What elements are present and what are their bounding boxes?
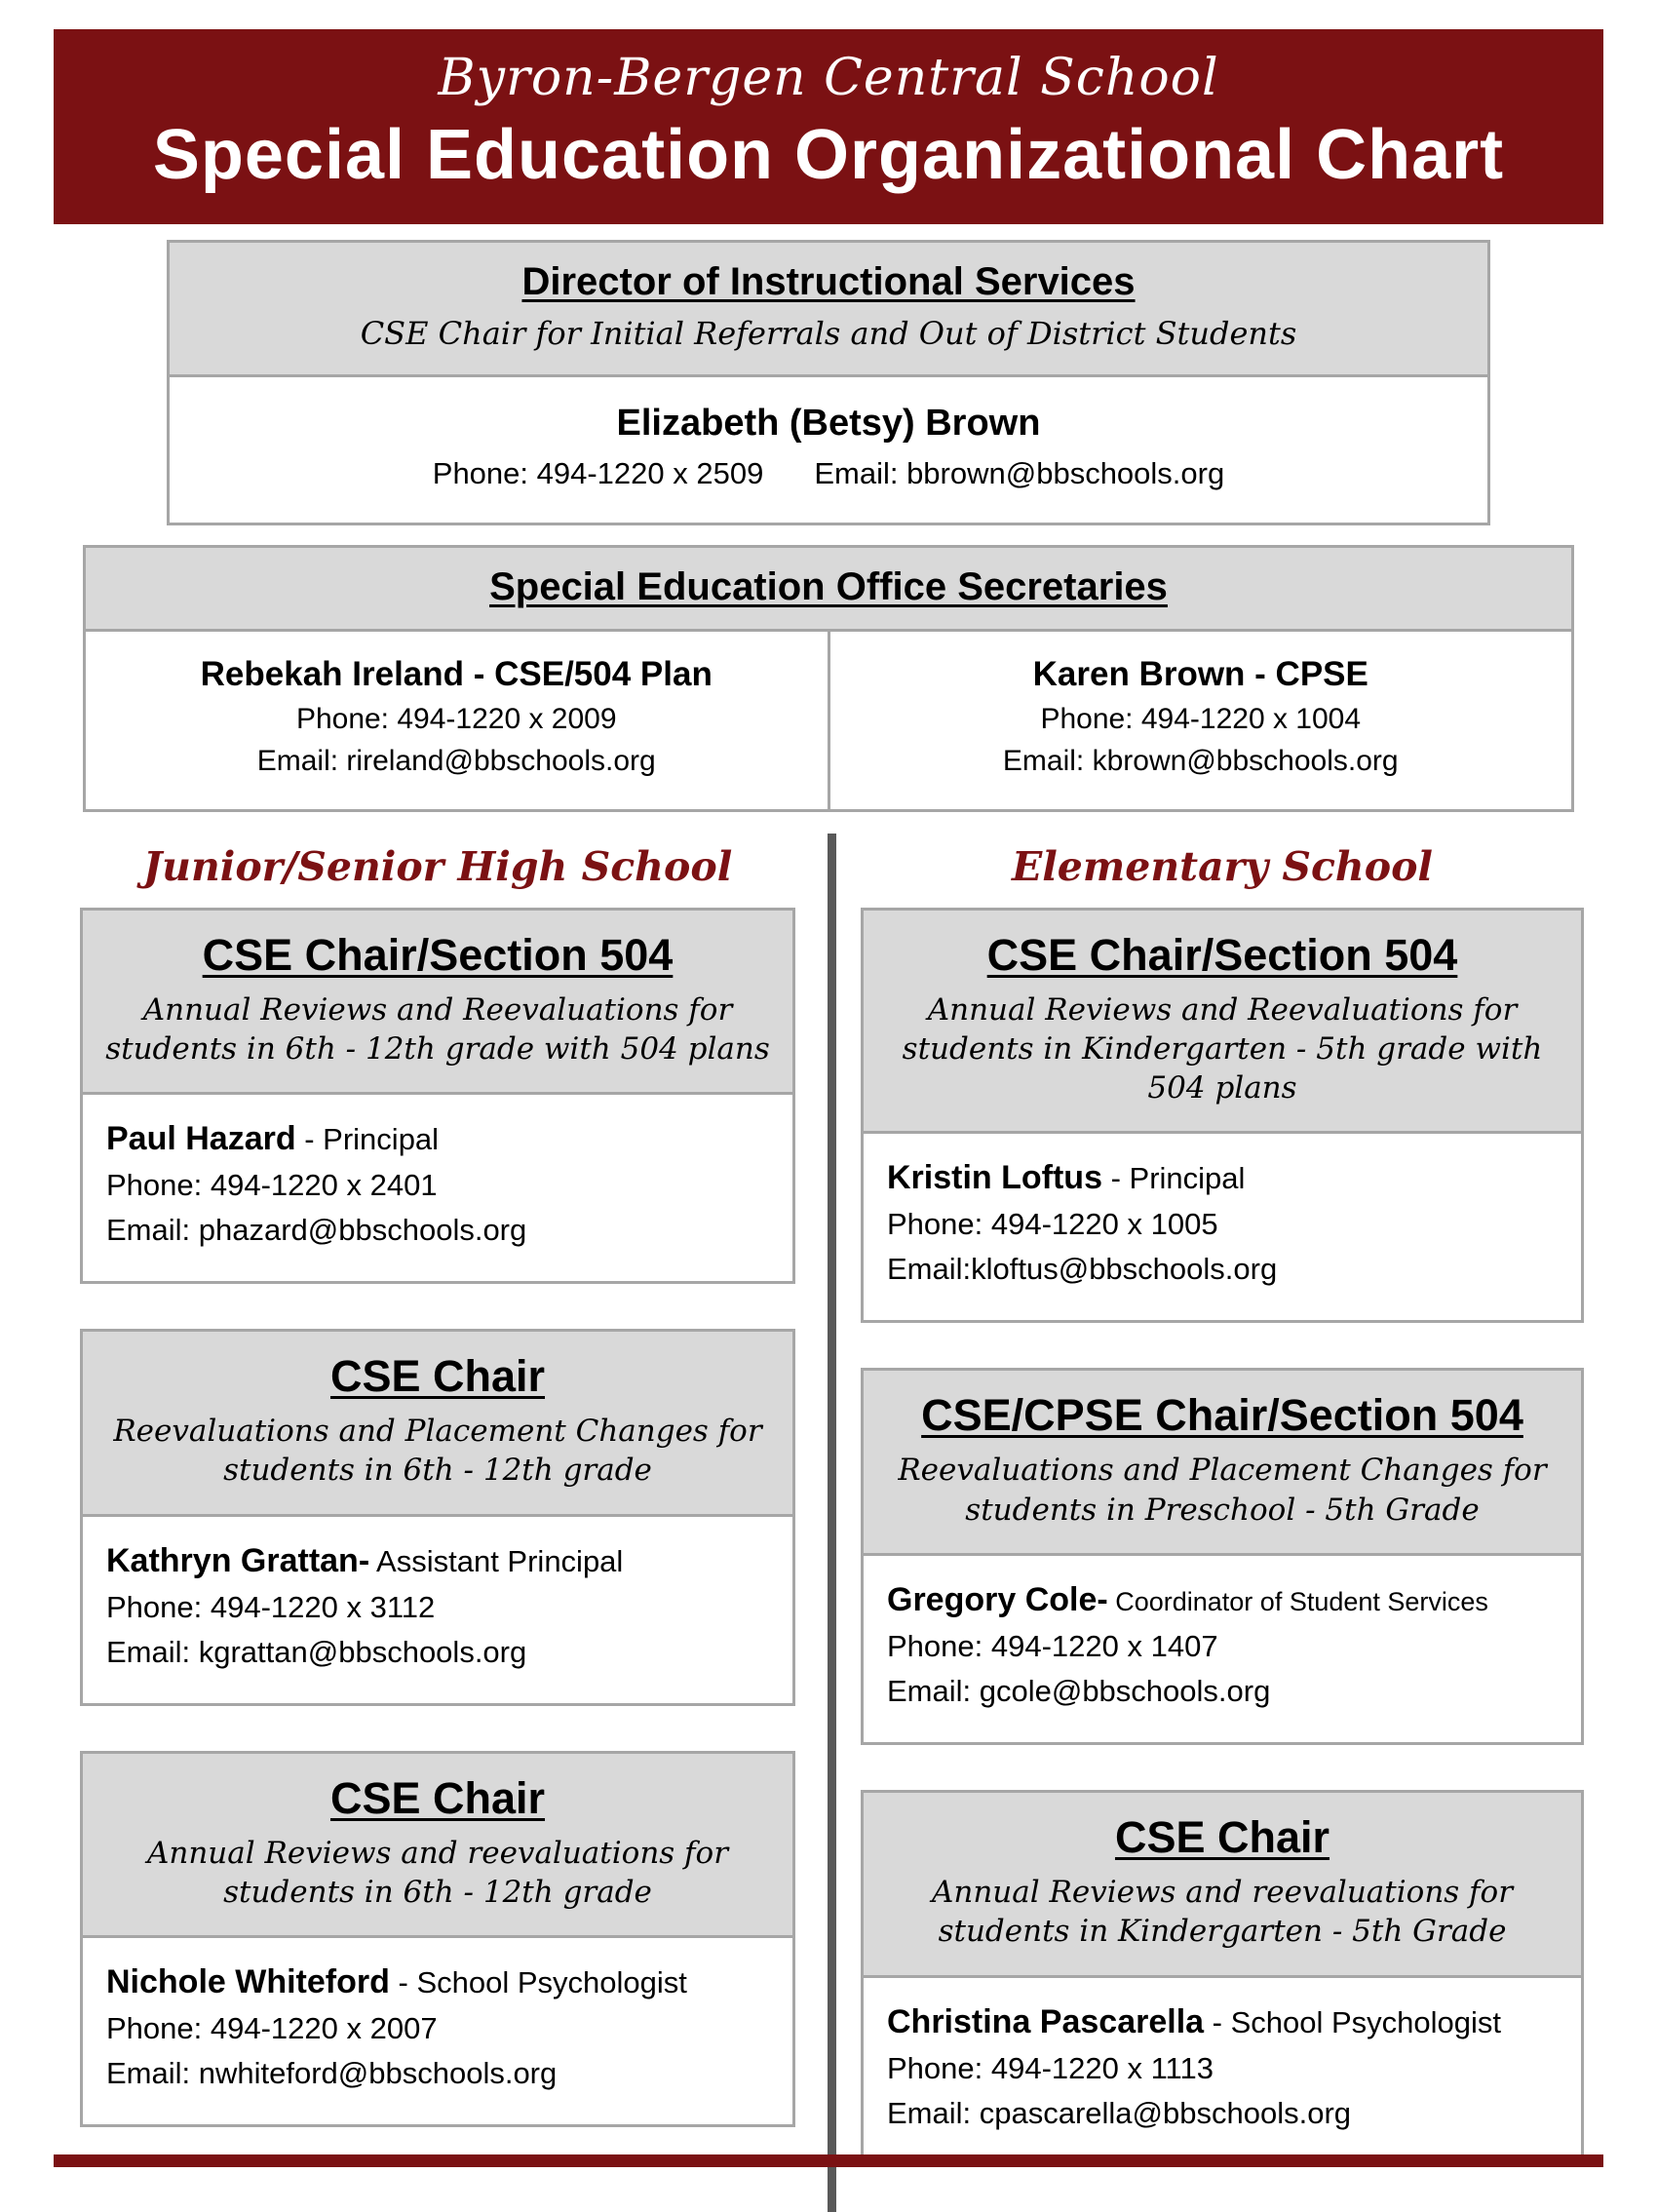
person-name: Kristin Loftus — [887, 1159, 1102, 1197]
role-description: Reevaluations and Placement Changes for students in 6th - 12th grade — [113, 1414, 762, 1489]
column-heading: Junior/Senior High School — [142, 842, 733, 890]
person-name: Christina Pascarella — [887, 2002, 1205, 2040]
person-phone: Phone: 494-1220 x 2007 — [106, 2011, 438, 2046]
director-box-body — [170, 377, 1487, 523]
column-elementary — [861, 834, 1584, 2212]
person-name: Gregory Cole- — [887, 1581, 1108, 1619]
director-title: Director of Instructional Services — [521, 260, 1136, 303]
secretaries-box — [83, 545, 1574, 812]
secretaries-title: Special Education Office Secretaries — [489, 564, 1168, 608]
person-phone: Phone: 494-1220 x 1113 — [887, 2050, 1214, 2085]
document-page — [0, 29, 1657, 2212]
secretaries-box-body — [86, 632, 1571, 809]
person-name: Karen Brown - CPSE — [1032, 654, 1368, 693]
person-email: Email:kloftus@bbschools.org — [887, 1252, 1278, 1287]
person-role: - Principal — [295, 1122, 440, 1157]
role-title: CSE/CPSE Chair/Section 504 — [921, 1390, 1523, 1441]
person-phone: Phone: 494-1220 x 1407 — [887, 1629, 1218, 1664]
person-name-line — [887, 1581, 1563, 1619]
header-banner — [54, 29, 1603, 224]
person-role: Coordinator of Student Services — [1107, 1587, 1488, 1617]
person-name-line — [887, 1159, 1563, 1197]
person-email: Email: phazard@bbschools.org — [106, 1213, 527, 1248]
secretary-cell — [828, 632, 1572, 809]
person-name: Nichole Whiteford — [106, 1963, 390, 2001]
role-box-header — [83, 1754, 792, 1939]
role-description: Annual Reviews and reevaluations for students in Kindergarten - 5th Grade — [931, 1875, 1514, 1950]
role-box-body — [83, 1938, 792, 2124]
role-box-header — [864, 911, 1581, 1135]
role-description: Reevaluations and Placement Changes for students in Preschool - 5th Grade — [898, 1453, 1547, 1528]
role-box — [80, 908, 795, 1285]
role-box-header — [83, 1332, 792, 1517]
role-box-body — [83, 1095, 792, 1281]
person-role: - School Psychologist — [389, 1965, 687, 2000]
person-email: Email: bbrown@bbschools.org — [814, 455, 1225, 490]
role-title: CSE Chair — [329, 1351, 546, 1402]
director-box-header — [170, 243, 1487, 377]
person-phone: Phone: 494-1220 x 1004 — [1040, 702, 1362, 735]
person-email: Email: kgrattan@bbschools.org — [106, 1634, 527, 1669]
person-role: Assistant Principal — [369, 1543, 624, 1578]
person-role: - Principal — [1101, 1161, 1246, 1196]
role-box-body — [83, 1517, 792, 1703]
secretaries-box-header — [86, 548, 1571, 632]
person-email: Email: gcole@bbschools.org — [887, 1674, 1271, 1709]
person-role: - School Psychologist — [1204, 2004, 1502, 2039]
role-box — [861, 1790, 1584, 2167]
role-title: CSE Chair/Section 504 — [986, 929, 1458, 980]
role-description: Annual Reviews and Reevaluations for students in Kindergarten - 5th grade with 504 plans — [902, 991, 1543, 1106]
role-box-body — [864, 1134, 1581, 1320]
person-name: Kathryn Grattan- — [106, 1541, 370, 1579]
person-phone: Phone: 494-1220 x 3112 — [106, 1589, 436, 1624]
person-phone: Phone: 494-1220 x 1005 — [887, 1207, 1218, 1242]
person-name: Elizabeth (Betsy) Brown — [616, 402, 1041, 444]
role-box — [861, 908, 1584, 1324]
person-name: Rebekah Ireland - CSE/504 Plan — [200, 654, 713, 693]
school-columns — [80, 834, 1657, 2212]
person-email: Email: kbrown@bbschools.org — [1002, 744, 1399, 777]
person-phone: Phone: 494-1220 x 2401 — [106, 1168, 438, 1203]
school-name: Byron-Bergen Central School — [438, 49, 1219, 107]
person-email: Email: nwhiteford@bbschools.org — [106, 2056, 558, 2091]
person-phone: Phone: 494-1220 x 2009 — [295, 702, 617, 735]
column-junior-senior-high — [80, 834, 795, 2212]
page-title: Special Education Organizational Chart — [152, 116, 1505, 194]
person-name: Paul Hazard — [106, 1120, 296, 1158]
person-name-line — [887, 2003, 1563, 2041]
role-box-header — [864, 1371, 1581, 1556]
role-box-header — [864, 1793, 1581, 1978]
person-email: Email: rireland@bbschools.org — [256, 744, 656, 777]
column-divider — [828, 834, 836, 2212]
director-subtitle: CSE Chair for Initial Referrals and Out of District Students — [360, 315, 1297, 352]
role-box — [861, 1368, 1584, 1745]
footer-bar — [54, 2154, 1603, 2167]
secretary-cell — [86, 632, 828, 809]
director-box — [167, 240, 1490, 525]
person-contact — [189, 456, 1468, 491]
role-box-header — [83, 911, 792, 1096]
role-title: CSE Chair — [1114, 1812, 1330, 1863]
role-description: Annual Reviews and Reevaluations for students in 6th - 12th grade with 504 plans — [105, 991, 770, 1067]
person-phone: Phone: 494-1220 x 2509 — [432, 455, 764, 490]
person-email: Email: cpascarella@bbschools.org — [887, 2095, 1352, 2130]
role-title: CSE Chair/Section 504 — [202, 929, 674, 980]
role-description: Annual Reviews and reevaluations for students in 6th - 12th grade — [146, 1835, 729, 1911]
person-name-line — [106, 1542, 775, 1580]
role-box-body — [864, 1978, 1581, 2164]
role-box — [80, 1329, 795, 1706]
person-name-line — [106, 1963, 775, 2001]
role-box-body — [864, 1556, 1581, 1742]
role-title: CSE Chair — [329, 1772, 546, 1823]
person-name-line — [106, 1120, 775, 1158]
column-heading: Elementary School — [1011, 842, 1434, 890]
role-box — [80, 1751, 795, 2128]
